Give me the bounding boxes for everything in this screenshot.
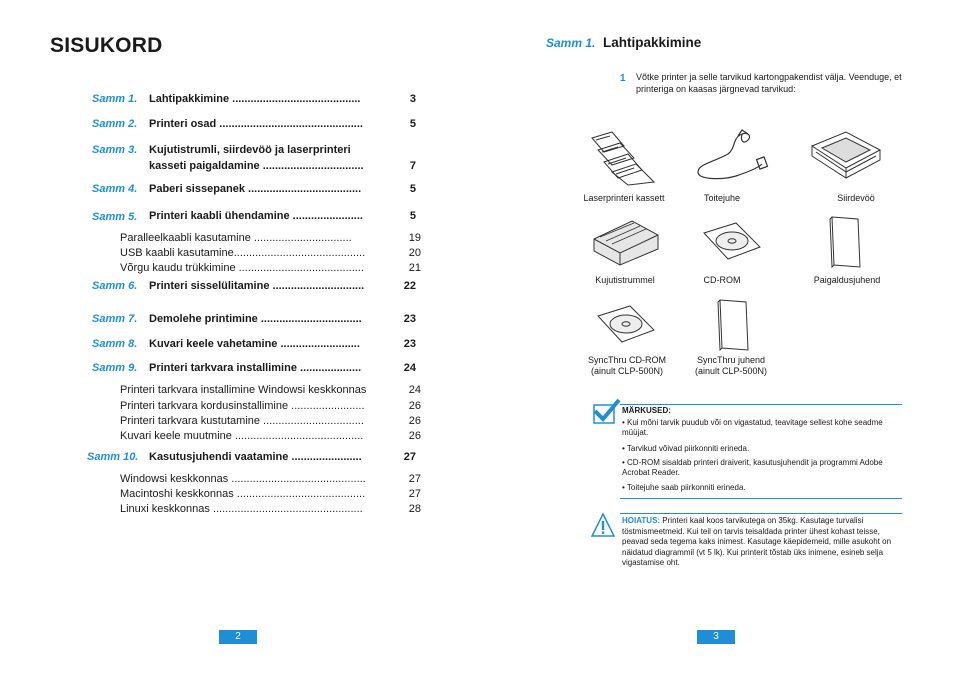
figure-caption <box>684 355 778 377</box>
figure-caption-line: SyncThru juhend <box>696 355 766 365</box>
toc-title: Printeri sisselülitamine .............................. <box>149 280 365 292</box>
toc-page: 24 <box>403 362 416 374</box>
checkmark-note-icon <box>592 397 622 425</box>
toc-entry[interactable] <box>92 211 149 224</box>
toc-subpage: 26 <box>408 400 421 412</box>
figure-caption: Toitejuhe <box>703 193 741 203</box>
item-number: 1 <box>620 73 626 84</box>
toc-subpage: 19 <box>408 232 421 244</box>
toc-entry[interactable] <box>87 451 144 464</box>
toc-subpage: 26 <box>408 415 421 427</box>
toc-page: 5 <box>409 183 416 195</box>
page-number-right: 3 <box>697 630 735 644</box>
toc-subentry[interactable]: Printeri tarkvara installimine Windowsi keskkonnas <box>120 384 367 396</box>
toc-subentry[interactable]: Printeri tarkvara kustutamine ................................. <box>120 415 364 427</box>
toc-subentry[interactable]: Linuxi keskkonnas ................................................. <box>120 503 363 515</box>
toc-step: Samm 3. <box>92 144 138 156</box>
toc-subentry[interactable]: Kuvari keele muutmine .......................................... <box>120 430 364 442</box>
toc-title: Demolehe printimine ................................. <box>149 313 362 325</box>
toner-cartridge-illustration <box>584 128 662 186</box>
toc-subpage: 20 <box>408 247 421 259</box>
toc-title: Kujutistrumli, siirdevöö ja laserprinteri <box>149 144 351 156</box>
figure-caption <box>578 355 676 377</box>
figure-caption: Laserprinteri kassett <box>583 193 665 203</box>
warning-text <box>622 516 904 569</box>
toc-subpage: 28 <box>408 503 421 515</box>
toc-page: 22 <box>403 280 416 292</box>
toc-subpage: 27 <box>408 473 421 485</box>
toc-title: Printeri osad ............................................... <box>149 118 363 130</box>
power-cord-illustration <box>692 128 770 186</box>
toc-title: Kasutusjuhendi vaatamine ....................... <box>149 451 362 463</box>
toc-page: 23 <box>403 313 416 325</box>
toc-step: Samm 10. <box>87 451 139 463</box>
toc-step: Samm 5. <box>92 211 138 223</box>
step-title: Lahtipakkimine <box>602 35 702 50</box>
toc-page: 5 <box>409 210 416 222</box>
warning-label: HOIATUS: <box>622 516 661 525</box>
note-item: • Kui mõni tarvik puudub või on vigastatud, teavitage sellest kohe seadme müüjat. <box>622 418 883 437</box>
toc-subentry[interactable]: Võrgu kaudu trükkimine ......................................... <box>120 262 364 274</box>
toc-entry[interactable] <box>92 183 149 196</box>
toc-page: 5 <box>409 118 416 130</box>
syncthru-guide-illustration <box>712 296 756 352</box>
toc-subpage: 27 <box>408 488 421 500</box>
note-item: • Tarvikud võivad piirkonniti erineda. <box>622 444 750 453</box>
syncthru-cd-rom-illustration <box>594 302 658 346</box>
transfer-belt-illustration <box>806 128 884 186</box>
figure-caption: Siirdevöö <box>837 193 875 203</box>
toc-title-cont: kasseti paigaldamine ................................. <box>149 160 364 172</box>
note-item: • Toitejuhe saab piirkonniti erineda. <box>622 483 746 492</box>
note-item: • CD-ROM sisaldab printeri draiverit, kasutusjuhendit ja programmi Adobe Acrobat Reader. <box>622 458 883 477</box>
toc-subentry[interactable]: USB kaabli kasutamine........................................... <box>120 247 366 259</box>
toc-title: Lahtipakkimine .......................................... <box>149 93 361 105</box>
toc-subpage: 24 <box>408 384 421 396</box>
toc-entry[interactable] <box>92 280 149 293</box>
figure-caption: Kujutistrummel <box>595 275 655 285</box>
toc-subpage: 21 <box>408 262 421 274</box>
toc-subentry[interactable]: Printeri tarkvara kordusinstallimine ........................ <box>120 400 365 412</box>
page-number-left: 2 <box>219 630 257 644</box>
imaging-drum-illustration <box>588 215 664 267</box>
figure-caption-line: (ainult CLP-500N) <box>590 366 664 376</box>
toc-entry[interactable] <box>92 118 149 131</box>
toc-title: Printeri tarkvara installimine .................... <box>149 362 362 374</box>
toc-entry[interactable] <box>92 338 149 351</box>
warning-body: Printeri kaal koos tarvikutega on 35kg. Kasutage turvalisi töstmismeetmeid. Kui teil on tarvis teisaldada printer ühest kohast teisse, peavad seda tegema kaks inimest. Kasutage käepidemeid, mille asukoht on näidatud diagrammil (vt 5 lk). Kui printerit tõstab üks inimene, esineb selja vigastamise oht. <box>622 516 892 568</box>
installation-guide-illustration <box>824 213 868 269</box>
toc-step: Samm 7. <box>92 313 138 325</box>
notes-divider-bottom <box>620 498 902 499</box>
warning-divider <box>620 513 902 514</box>
toc-entry[interactable] <box>92 93 149 106</box>
toc-entry[interactable] <box>92 144 149 157</box>
toc-page: 3 <box>409 93 416 105</box>
page-title: SISUKORD <box>50 34 163 57</box>
step-heading <box>546 35 701 50</box>
figure-caption: Paigaldusjuhend <box>813 275 881 285</box>
figure-caption: CD-ROM <box>703 275 741 285</box>
toc-subentry[interactable]: Windowsi keskkonnas ............................................ <box>120 473 366 485</box>
toc-step: Samm 2. <box>92 118 138 130</box>
toc-title: Kuvari keele vahetamine .......................... <box>149 338 360 350</box>
step-label: Samm 1. <box>546 36 596 50</box>
toc-page: 23 <box>403 338 416 350</box>
item-text: Võtke printer ja selle tarvikud kartongpakendist välja. Veenduge, et printeriga on kaasas järgnevad tarvikud: <box>636 72 902 94</box>
toc-step: Samm 4. <box>92 183 138 195</box>
toc-step: Samm 1. <box>92 93 138 105</box>
figure-caption-line: SyncThru CD-ROM <box>587 355 666 365</box>
toc-step: Samm 6. <box>92 280 138 292</box>
toc-subentry[interactable]: Paralleelkaabli kasutamine ................................ <box>120 232 352 244</box>
toc-entry[interactable] <box>92 362 149 375</box>
toc-entry[interactable] <box>92 313 149 326</box>
toc-subentry[interactable]: Macintoshi keskkonnas .......................................... <box>120 488 366 500</box>
toc-step: Samm 9. <box>92 362 138 374</box>
warning-icon <box>590 512 616 540</box>
toc-title: Paberi sissepanek ..................................... <box>149 183 362 195</box>
notes-divider-top <box>620 404 902 405</box>
toc-title: Printeri kaabli ühendamine ....................... <box>149 210 363 222</box>
figure-caption-line: (ainult CLP-500N) <box>694 366 768 376</box>
toc-step: Samm 8. <box>92 338 138 350</box>
toc-page: 7 <box>409 160 416 172</box>
toc-subpage: 26 <box>408 430 421 442</box>
notes-title: MÄRKUSED: <box>622 406 671 415</box>
cd-rom-illustration <box>700 219 764 263</box>
toc-page: 27 <box>403 451 416 463</box>
